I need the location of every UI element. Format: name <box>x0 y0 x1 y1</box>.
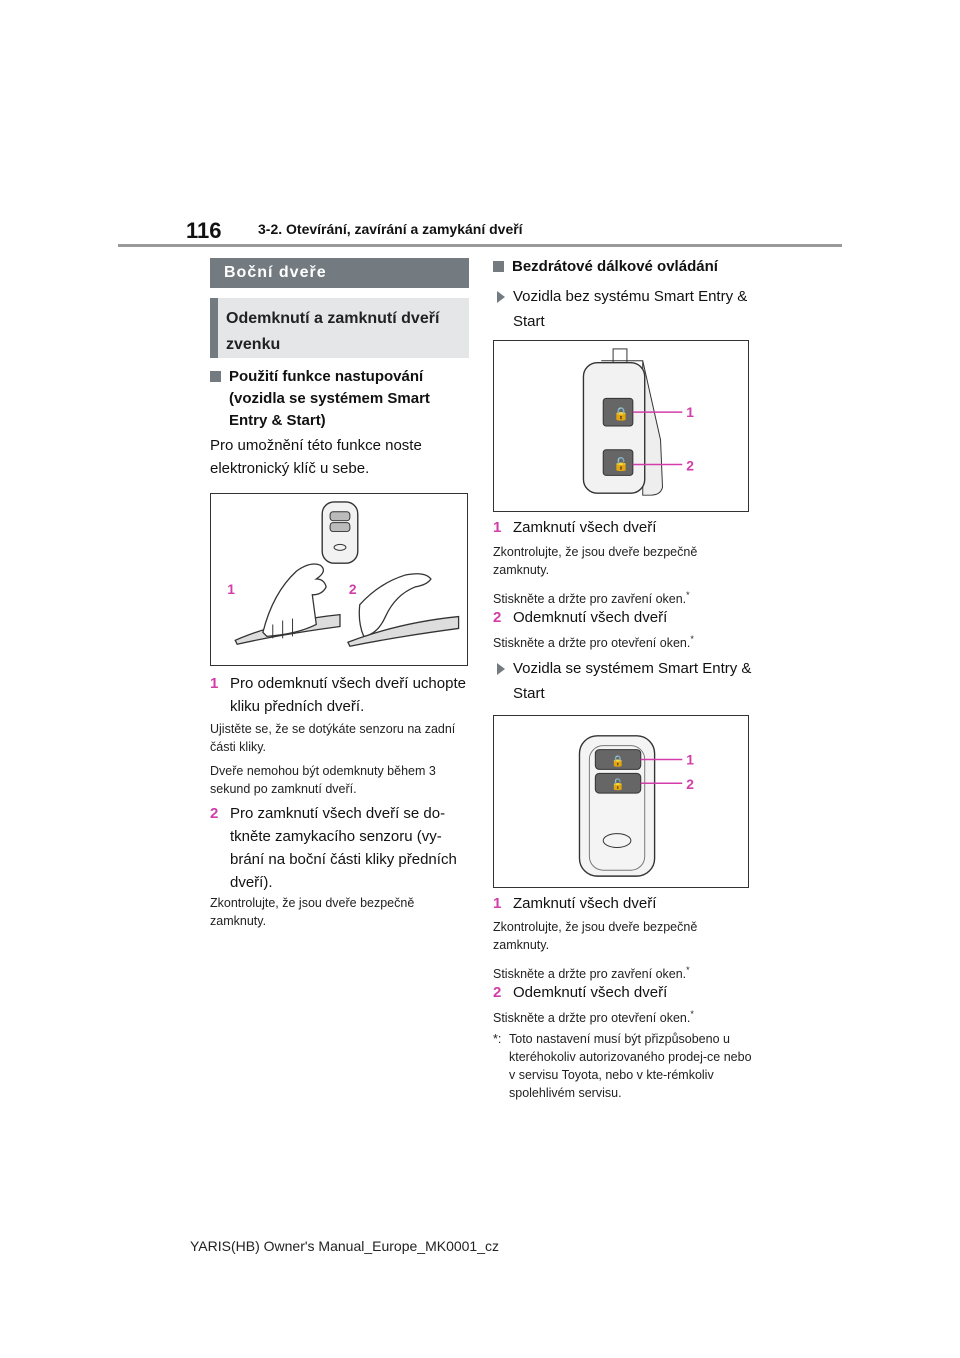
left-note-3: Zkontrolujte, že jsou dveře bezpečně zamknuty. <box>210 896 415 928</box>
b-item-2 <box>493 981 755 1004</box>
asterisk: * <box>690 634 694 644</box>
b-note-3 <box>493 1005 755 1027</box>
fig1-label-2: 2 <box>686 457 694 474</box>
note-text: Stiskněte a držte pro zavření oken. <box>493 592 687 607</box>
b-note-2 <box>493 961 755 983</box>
lock-icon: 🔒 <box>613 407 630 423</box>
asterisk: * <box>690 1009 694 1019</box>
left-heading <box>210 366 470 432</box>
fig1-label-1: 1 <box>686 404 694 421</box>
left-intro: Pro umožnění této funkce noste elektronický klíč u sebe. <box>210 437 422 477</box>
footnote-text: Toto nastavení musí být přizpůsobeno u kteréhokoliv autorizovaného prodej-ce nebo v servisu Toyota, nebo v kte-rémkoliv spolehlivém servisu. <box>509 1032 752 1100</box>
bullet-1 <box>493 284 755 334</box>
item-text: Pro zamknutí všech dveří se do-tkněte zamykacího senzoru (vy-brání na boční části kliky předních dveří). <box>230 805 457 891</box>
bullet-2-text: Vozidla se systémem Smart Entry & Start <box>513 660 752 702</box>
left-note-1: Ujistěte se, že se dotýkáte senzoru na zadní části kliky. <box>210 722 456 754</box>
lock-icon: 🔒 <box>611 754 625 768</box>
item-text: Pro odemknutí všech dveří uchopte kliku předních dveří. <box>230 675 466 715</box>
figure-label-1: 1 <box>227 580 236 597</box>
note-text: Stiskněte a držte pro zavření oken. <box>493 967 687 982</box>
a-item-2 <box>493 606 755 629</box>
item-text: Odemknutí všech dveří <box>513 609 668 626</box>
page-number: 116 <box>186 218 222 243</box>
item-text: Zamknutí všech dveří <box>513 895 657 912</box>
a-note-1: Zkontrolujte, že jsou dveře bezpečně zamknuty. <box>493 545 698 577</box>
note-text: Stiskněte a držte pro otevření oken. <box>493 636 691 651</box>
footer-text: YARIS(HB) Owner's Manual_Europe_MK0001_cz <box>190 1238 499 1254</box>
item-text: Odemknutí všech dveří <box>513 984 668 1001</box>
fig2-label-2: 2 <box>686 776 694 793</box>
subsection-box: Odemknutí a zamknutí dveří zvenku <box>210 298 469 358</box>
b-note-1: Zkontrolujte, že jsou dveře bezpečně zamknuty. <box>493 920 698 952</box>
item-number: 2 <box>493 984 502 1001</box>
left-note-2: Dveře nemohou být odemknuty během 3 sekund po zamknutí dveří. <box>210 764 436 796</box>
right-heading <box>493 256 753 278</box>
item-text: Zamknutí všech dveří <box>513 519 657 536</box>
item-number: 2 <box>493 609 502 626</box>
footnote <box>493 1030 755 1102</box>
remote-key-illustration <box>494 341 748 511</box>
triangle-bullet-icon <box>497 663 505 675</box>
asterisk: * <box>686 965 690 975</box>
smart-key-illustration <box>494 716 748 887</box>
a-item-1 <box>493 516 755 539</box>
a-note-3 <box>493 630 755 652</box>
square-bullet-icon <box>210 371 221 382</box>
triangle-bullet-icon <box>497 291 505 303</box>
item-number: 2 <box>210 805 219 822</box>
item-number: 1 <box>493 519 502 536</box>
smart-key-figure <box>493 715 749 888</box>
footnote-marker: *: <box>493 1032 502 1046</box>
door-handle-figure <box>210 493 468 666</box>
right-heading-text: Bezdrátové dálkové ovládání <box>512 258 718 275</box>
square-bullet-icon <box>493 261 504 272</box>
header-rule <box>118 244 842 247</box>
left-item-1 <box>210 672 470 718</box>
item-number: 1 <box>210 675 219 692</box>
bullet-1-text: Vozidla bez systému Smart Entry & Start <box>513 288 748 330</box>
left-heading-text: Použití funkce nastupování (vozidla se systémem Smart Entry & Start) <box>229 368 430 429</box>
section-title: 3-2. Otevírání, zavírání a zamykání dveří <box>258 221 523 237</box>
section-box: Boční dveře <box>210 258 469 288</box>
item-number: 1 <box>493 895 502 912</box>
fig2-label-1: 1 <box>686 751 694 768</box>
unlock-icon: 🔓 <box>611 778 625 792</box>
a-note-2 <box>493 586 755 608</box>
note-text: Stiskněte a držte pro otevření oken. <box>493 1011 691 1026</box>
bullet-2 <box>493 656 755 706</box>
figure-label-2: 2 <box>348 580 357 597</box>
unlock-icon: 🔓 <box>613 457 630 473</box>
left-item-2 <box>210 802 470 894</box>
door-handle-illustration <box>211 494 467 665</box>
b-item-1 <box>493 892 755 915</box>
remote-key-figure <box>493 340 749 512</box>
asterisk: * <box>686 590 690 600</box>
